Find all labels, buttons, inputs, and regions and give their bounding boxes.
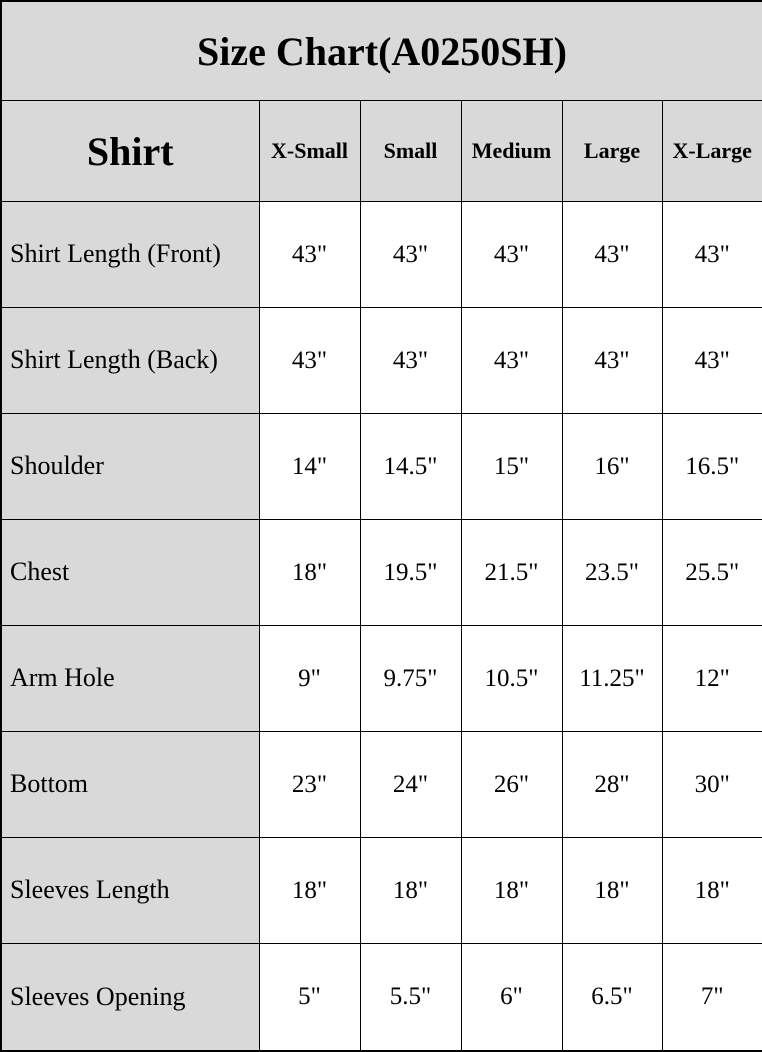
value-cell: 18": [662, 838, 762, 944]
value-cell: 6.5": [562, 944, 662, 1051]
row-label: Bottom: [1, 732, 259, 838]
row-label: Shoulder: [1, 414, 259, 520]
value-cell: 43": [259, 308, 360, 414]
value-cell: 6": [461, 944, 562, 1051]
value-cell: 18": [461, 838, 562, 944]
title-row: [1, 1, 762, 101]
column-header-x-large: X-Large: [662, 101, 762, 202]
page-title: Size Chart(A0250SH): [1, 1, 762, 101]
column-header-small: Small: [360, 101, 461, 202]
value-cell: 43": [662, 202, 762, 308]
value-cell: 43": [360, 202, 461, 308]
value-cell: 26": [461, 732, 562, 838]
table-row: [1, 520, 762, 626]
value-cell: 18": [259, 520, 360, 626]
row-label: Arm Hole: [1, 626, 259, 732]
row-label: Shirt Length (Front): [1, 202, 259, 308]
column-header-x-small: X-Small: [259, 101, 360, 202]
value-cell: 9": [259, 626, 360, 732]
value-cell: 28": [562, 732, 662, 838]
column-header-large: Large: [562, 101, 662, 202]
table-row: [1, 308, 762, 414]
value-cell: 43": [259, 202, 360, 308]
value-cell: 23": [259, 732, 360, 838]
value-cell: 7": [662, 944, 762, 1051]
table-row: [1, 838, 762, 944]
column-header-medium: Medium: [461, 101, 562, 202]
value-cell: 19.5": [360, 520, 461, 626]
value-cell: 43": [562, 202, 662, 308]
value-cell: 9.75": [360, 626, 461, 732]
value-cell: 43": [461, 202, 562, 308]
row-label: Sleeves Length: [1, 838, 259, 944]
value-cell: 18": [562, 838, 662, 944]
value-cell: 5.5": [360, 944, 461, 1051]
value-cell: 18": [259, 838, 360, 944]
table-row: [1, 202, 762, 308]
corner-header-shirt: Shirt: [1, 101, 259, 202]
table-row: [1, 944, 762, 1051]
value-cell: 24": [360, 732, 461, 838]
value-cell: 16": [562, 414, 662, 520]
value-cell: 16.5": [662, 414, 762, 520]
value-cell: 43": [461, 308, 562, 414]
value-cell: 43": [360, 308, 461, 414]
header-row: [1, 101, 762, 202]
value-cell: 14": [259, 414, 360, 520]
table-row: [1, 414, 762, 520]
row-label: Shirt Length (Back): [1, 308, 259, 414]
value-cell: 14.5": [360, 414, 461, 520]
value-cell: 11.25": [562, 626, 662, 732]
value-cell: 43": [562, 308, 662, 414]
value-cell: 25.5": [662, 520, 762, 626]
value-cell: 5": [259, 944, 360, 1051]
value-cell: 18": [360, 838, 461, 944]
table-row: [1, 732, 762, 838]
row-label: Sleeves Opening: [1, 944, 259, 1051]
value-cell: 43": [662, 308, 762, 414]
table-row: [1, 626, 762, 732]
value-cell: 12": [662, 626, 762, 732]
value-cell: 15": [461, 414, 562, 520]
value-cell: 30": [662, 732, 762, 838]
value-cell: 10.5": [461, 626, 562, 732]
value-cell: 21.5": [461, 520, 562, 626]
value-cell: 23.5": [562, 520, 662, 626]
row-label: Chest: [1, 520, 259, 626]
